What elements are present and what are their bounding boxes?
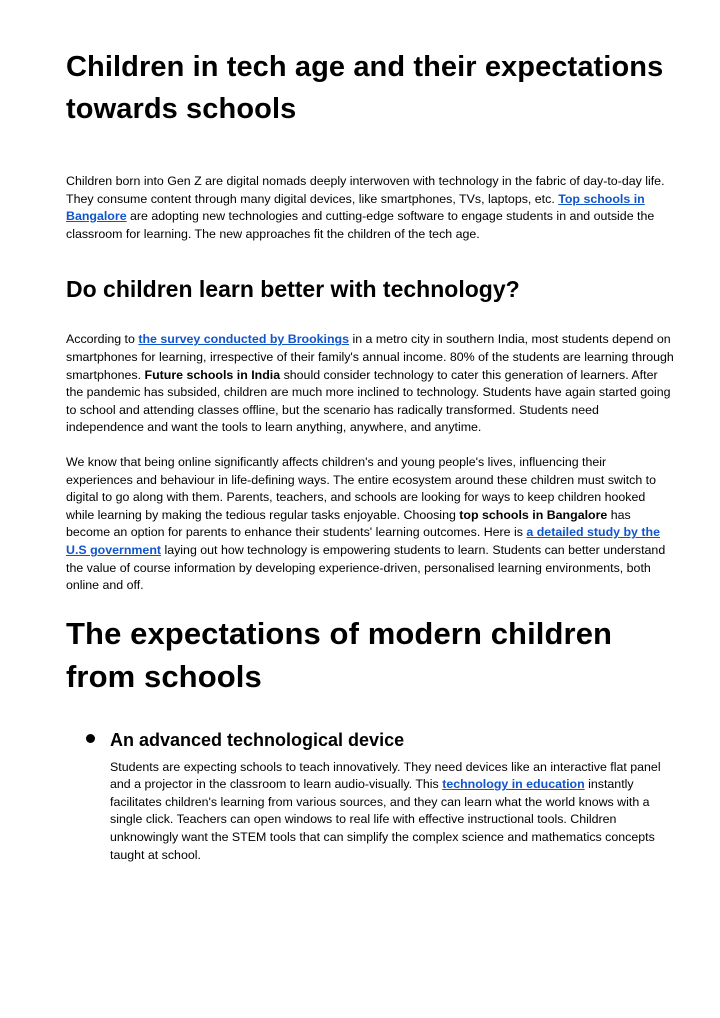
- section1-p1-text-2: in a metro city in southern India, most students depend on smartphones for learning, irrespective of their family's annual income. 80% of the students are learning through smartphones.: [66, 332, 674, 382]
- top-schools-bangalore-link[interactable]: Top schools in Bangalore: [66, 191, 645, 224]
- technology-in-education-link[interactable]: technology in education: [442, 777, 585, 792]
- section1-p1-text-1: According to: [66, 332, 139, 347]
- section-heading-learn-with-technology: Do children learn better with technology?: [66, 276, 520, 303]
- section-heading-expectations: The expectations of modern children from schools: [66, 615, 613, 694]
- section1-p1-text-3: should consider technology to cater this generation of learners. After the pandemic has subsided, children are much more inclined to technology. Students have again started going to school and attending classes offline, but the scenario has radically transformed. Students need independence and want the tools to learn anything, anywhere, and anytime.: [66, 367, 671, 435]
- future-schools-bold: Future schools in India: [144, 367, 281, 382]
- bullet-paragraph: [110, 759, 676, 865]
- expectations-list: [66, 728, 676, 865]
- intro-text-1: Children born into Gen Z are digital nomads deeply interwoven with technology in the fabric of day-to-day life. They consume content through many digital devices, like smartphones, TVs, laptops, etc.: [66, 174, 665, 206]
- us-government-study-link[interactable]: a detailed study by the U.S government: [66, 525, 660, 557]
- bullet-dot-icon: [86, 734, 95, 743]
- brookings-survey-link[interactable]: the survey conducted by Brookings: [138, 332, 350, 347]
- list-item: [66, 728, 676, 865]
- section1-p2-text-1: We know that being online significantly affects children's and young people's lives, influencing their experiences and behaviour in life-defining ways. The entire ecosystem around these children must switch to digital to go along with them. Parents, teachers, and schools are looking for ways to keep children hooked while learning by making the tedious regular tasks enjoyable. Choosing: [66, 454, 657, 522]
- bullet-text-1: Students are expecting schools to teach innovatively. They need devices like an interactive flat panel and a projector in the classroom to learn audio-visually. This: [110, 759, 661, 792]
- section1-p2-text-3: laying out how technology is empowering students to learn. Students can better understand the value of course information by developing experience-driven, personalised learning environments, both online and off.: [66, 542, 666, 593]
- intro-paragraph: [66, 173, 676, 243]
- page-title: Children in tech age and their expectations towards schools: [66, 51, 664, 125]
- bullet-heading: An advanced technological device: [110, 729, 405, 750]
- intro-text-2: are adopting new technologies and cutting-edge software to engage students in and outside the classroom for learning. The new approaches fit the children of the tech age.: [66, 209, 655, 241]
- section1-paragraph-1: [66, 331, 676, 437]
- section1-p2-text-2: has become an option for parents to enhance their students' learning outcomes. Here is: [66, 507, 631, 540]
- top-schools-bold: top schools in Bangalore: [459, 507, 608, 522]
- section1-paragraph-2: [66, 454, 676, 595]
- bullet-text-2: instantly facilitates children's learning from various sources, and they can learn what the world knows with a single click. Teachers can open windows to real life with effective instructional tools. Children unknowingly want the STEM tools that can simplify the complex science and mathematics concepts taught at school.: [110, 777, 655, 862]
